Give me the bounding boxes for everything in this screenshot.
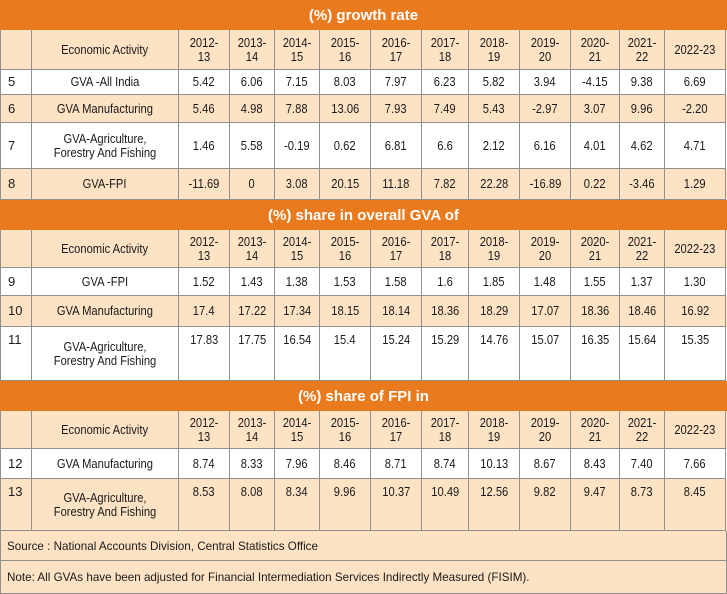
row-value: 1.43	[230, 268, 275, 296]
header-year: 2019-20	[520, 230, 571, 268]
header-year: 2021-22	[620, 230, 665, 268]
row-value: 8.74	[422, 449, 469, 479]
row-value: 8.43	[571, 449, 620, 479]
row-activity: GVA Manufacturing	[32, 95, 179, 123]
row-value: -2.97	[520, 95, 571, 123]
row-activity: GVA-Agriculture, Forestry And Fishing	[32, 479, 179, 531]
row-value: 14.76	[469, 327, 520, 381]
header-year: 2012-13	[179, 411, 230, 449]
row-value: 16.54	[275, 327, 320, 381]
header-year: 2016-17	[371, 30, 422, 70]
row-value: 6.06	[230, 70, 275, 95]
row-value: 5.46	[179, 95, 230, 123]
row-value: 7.93	[371, 95, 422, 123]
row-value: 17.07	[520, 296, 571, 327]
row-value: 1.85	[469, 268, 520, 296]
row-value: 15.4	[320, 327, 371, 381]
header-year: 2020-21	[571, 411, 620, 449]
header-year: 2013-14	[230, 230, 275, 268]
header-year: 2021-22	[620, 30, 665, 70]
row-value: 8.71	[371, 449, 422, 479]
row-value: 7.82	[422, 169, 469, 200]
row-value: 18.15	[320, 296, 371, 327]
section-title-growth-rate: (%) growth rate	[0, 0, 727, 30]
row-value: 16.92	[665, 296, 726, 327]
row-value: 7.15	[275, 70, 320, 95]
header-year: 2018-19	[469, 411, 520, 449]
header-year: 2020-21	[571, 30, 620, 70]
row-value: 22.28	[469, 169, 520, 200]
header-year: 2019-20	[520, 30, 571, 70]
table-header-row	[0, 411, 727, 449]
table-row	[0, 169, 727, 200]
table-row	[0, 70, 727, 95]
section-title-share-of-fpi: (%) share of FPI in	[0, 381, 727, 411]
row-value: -0.19	[275, 123, 320, 169]
row-value: 10.37	[371, 479, 422, 531]
row-value: 9.38	[620, 70, 665, 95]
header-economic-activity: Economic Activity	[32, 230, 179, 268]
row-value: 1.48	[520, 268, 571, 296]
row-value: 8.73	[620, 479, 665, 531]
row-value: 7.66	[665, 449, 726, 479]
header-year: 2016-17	[371, 230, 422, 268]
row-value: 3.94	[520, 70, 571, 95]
header-economic-activity: Economic Activity	[32, 411, 179, 449]
row-value: 8.08	[230, 479, 275, 531]
row-value: 20.15	[320, 169, 371, 200]
row-value: 12.56	[469, 479, 520, 531]
row-value: 18.36	[422, 296, 469, 327]
table-row	[0, 449, 727, 479]
row-value: 3.07	[571, 95, 620, 123]
row-number: 10	[0, 296, 32, 327]
row-value: 8.46	[320, 449, 371, 479]
source-note: Source : National Accounts Division, Central Statistics Office	[0, 531, 727, 561]
row-value: 13.06	[320, 95, 371, 123]
row-value: 1.30	[665, 268, 726, 296]
row-value: 9.47	[571, 479, 620, 531]
row-value: 1.53	[320, 268, 371, 296]
row-value: 8.33	[230, 449, 275, 479]
row-number: 12	[0, 449, 32, 479]
row-value: 1.6	[422, 268, 469, 296]
row-value: 0.22	[571, 169, 620, 200]
row-value: 4.01	[571, 123, 620, 169]
header-year: 2015-16	[320, 30, 371, 70]
row-activity: GVA-FPI	[32, 169, 179, 200]
row-number: 11	[0, 327, 32, 381]
row-value: 3.08	[275, 169, 320, 200]
row-value: 18.29	[469, 296, 520, 327]
row-value: 1.29	[665, 169, 726, 200]
row-value: -3.46	[620, 169, 665, 200]
header-year: 2015-16	[320, 411, 371, 449]
table-header-row	[0, 30, 727, 70]
row-value: 6.16	[520, 123, 571, 169]
table-row	[0, 327, 727, 381]
table-row	[0, 95, 727, 123]
header-year: 2020-21	[571, 230, 620, 268]
row-value: 15.35	[665, 327, 726, 381]
row-value: 9.96	[620, 95, 665, 123]
row-value: 8.53	[179, 479, 230, 531]
header-year: 2014-15	[275, 30, 320, 70]
row-value: 5.42	[179, 70, 230, 95]
header-year: 2018-19	[469, 230, 520, 268]
row-value: -2.20	[665, 95, 726, 123]
header-economic-activity: Economic Activity	[32, 30, 179, 70]
row-value: 10.49	[422, 479, 469, 531]
header-year: 2017-18	[422, 411, 469, 449]
row-value: 7.97	[371, 70, 422, 95]
row-value: 6.81	[371, 123, 422, 169]
row-value: 16.35	[571, 327, 620, 381]
header-year: 2022-23	[665, 230, 726, 268]
row-value: 6.23	[422, 70, 469, 95]
row-number: 7	[0, 123, 32, 169]
row-value: 11.18	[371, 169, 422, 200]
header-year: 2018-19	[469, 30, 520, 70]
row-value: 7.49	[422, 95, 469, 123]
row-value: 4.98	[230, 95, 275, 123]
row-value: 7.88	[275, 95, 320, 123]
row-value: 5.82	[469, 70, 520, 95]
row-value: 8.45	[665, 479, 726, 531]
row-value: 8.67	[520, 449, 571, 479]
row-value: 8.74	[179, 449, 230, 479]
row-value: 17.75	[230, 327, 275, 381]
header-year: 2021-22	[620, 411, 665, 449]
row-value: 6.69	[665, 70, 726, 95]
row-value: 0	[230, 169, 275, 200]
row-value: 7.96	[275, 449, 320, 479]
row-value: 5.43	[469, 95, 520, 123]
header-year: 2019-20	[520, 411, 571, 449]
row-value: 18.46	[620, 296, 665, 327]
row-activity: GVA-Agriculture, Forestry And Fishing	[32, 327, 179, 381]
row-value: 17.34	[275, 296, 320, 327]
section-title-share-in-gva: (%) share in overall GVA of	[0, 200, 727, 230]
header-year: 2014-15	[275, 411, 320, 449]
row-activity: GVA Manufacturing	[32, 296, 179, 327]
header-year: 2012-13	[179, 30, 230, 70]
row-value: 8.34	[275, 479, 320, 531]
row-value: 1.52	[179, 268, 230, 296]
row-value: 15.24	[371, 327, 422, 381]
row-value: 1.38	[275, 268, 320, 296]
row-value: 15.64	[620, 327, 665, 381]
header-year: 2013-14	[230, 411, 275, 449]
row-value: 5.58	[230, 123, 275, 169]
row-number: 5	[0, 70, 32, 95]
row-value: 1.37	[620, 268, 665, 296]
row-value: 2.12	[469, 123, 520, 169]
row-number: 13	[0, 479, 32, 531]
header-year: 2014-15	[275, 230, 320, 268]
header-year: 2013-14	[230, 30, 275, 70]
row-value: 15.29	[422, 327, 469, 381]
row-value: 9.82	[520, 479, 571, 531]
header-year: 2022-23	[665, 30, 726, 70]
row-activity: GVA Manufacturing	[32, 449, 179, 479]
header-year: 2022-23	[665, 411, 726, 449]
row-value: 18.36	[571, 296, 620, 327]
row-value: -4.15	[571, 70, 620, 95]
row-value: 1.58	[371, 268, 422, 296]
row-activity: GVA -All India	[32, 70, 179, 95]
row-value: 10.13	[469, 449, 520, 479]
table-row	[0, 479, 727, 531]
row-value: 9.96	[320, 479, 371, 531]
row-value: 17.83	[179, 327, 230, 381]
table-row	[0, 268, 727, 296]
row-activity: GVA -FPI	[32, 268, 179, 296]
row-value: 7.40	[620, 449, 665, 479]
row-value: 17.4	[179, 296, 230, 327]
header-year: 2017-18	[422, 230, 469, 268]
row-value: 1.55	[571, 268, 620, 296]
header-year: 2017-18	[422, 30, 469, 70]
row-number: 8	[0, 169, 32, 200]
row-value: 18.14	[371, 296, 422, 327]
row-value: -16.89	[520, 169, 571, 200]
row-value: 1.46	[179, 123, 230, 169]
row-number: 6	[0, 95, 32, 123]
row-number: 9	[0, 268, 32, 296]
header-year: 2012-13	[179, 230, 230, 268]
row-value: 17.22	[230, 296, 275, 327]
row-value: 4.71	[665, 123, 726, 169]
row-value: 6.6	[422, 123, 469, 169]
row-value: 8.03	[320, 70, 371, 95]
table-header-row	[0, 230, 727, 268]
row-value: -11.69	[179, 169, 230, 200]
fisim-note: Note: All GVAs have been adjusted for Financial Intermediation Services Indirectly Measured (FISIM).	[0, 561, 727, 594]
header-year: 2015-16	[320, 230, 371, 268]
header-year: 2016-17	[371, 411, 422, 449]
row-value: 0.62	[320, 123, 371, 169]
table-row	[0, 296, 727, 327]
row-value: 4.62	[620, 123, 665, 169]
row-value: 15.07	[520, 327, 571, 381]
table-row	[0, 123, 727, 169]
row-activity: GVA-Agriculture, Forestry And Fishing	[32, 123, 179, 169]
